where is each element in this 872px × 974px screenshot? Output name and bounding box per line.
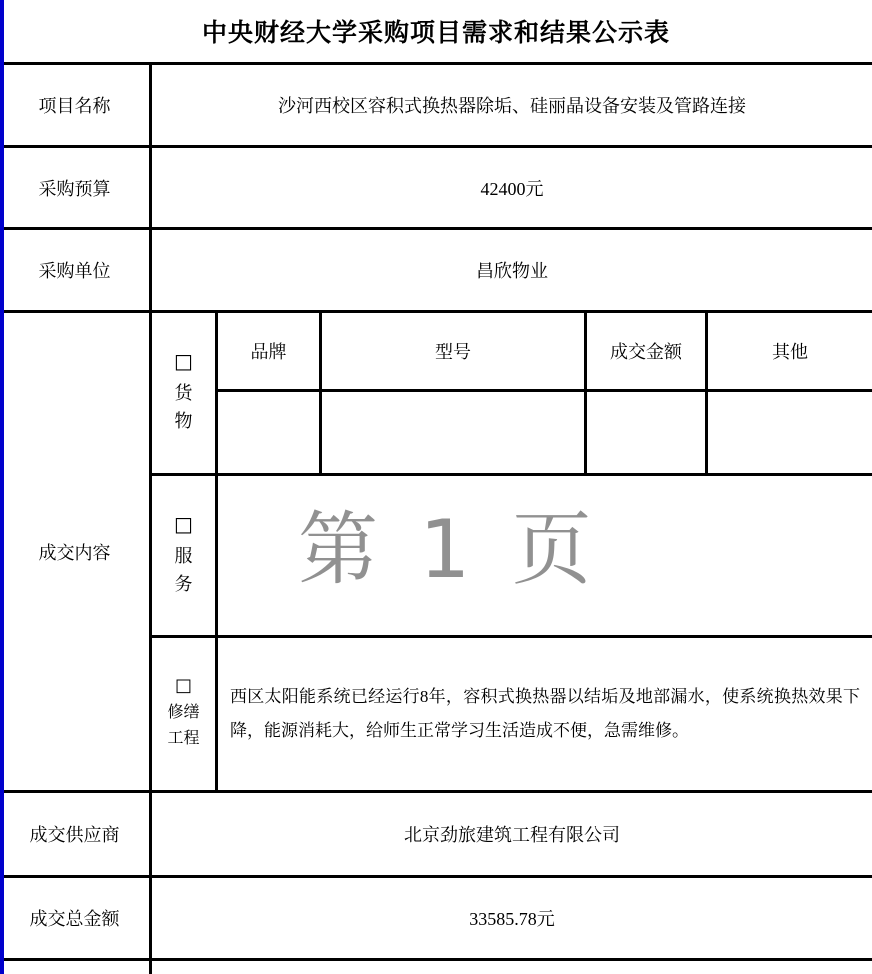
column-header-deal-amount: 成交金额 [587,313,708,389]
partial-row-label-cell [0,961,152,974]
goods-model-value [322,392,587,473]
goods-header-row [218,313,872,392]
column-header-model: 型号 [322,313,587,389]
goods-data-row [218,392,872,473]
project-name-label: 项目名称 [0,65,152,145]
deal-content-label: 成交内容 [0,313,152,790]
page-number-watermark: 第 1 页 [298,503,600,596]
table-row-supplier [0,793,872,878]
renovation-checkbox-cell [152,638,218,790]
page-title: 中央财经大学采购项目需求和结果公示表 [201,20,670,47]
column-header-other: 其他 [772,342,808,362]
renovation-description: 西区太阳能系统已经运行8年，容积式换热器以结垢及地部漏水，使系统换热效果下降，能源消耗大，给师生正常学习生活造成不便，急需维修。 [230,687,860,740]
checkbox-icon: □ [174,349,193,373]
purchasing-unit-label: 采购单位 [0,230,152,310]
table-row-partial [0,961,872,974]
budget-value: 42400元 [480,178,544,199]
supplier-value: 北京劲旅建筑工程有限公司 [404,825,620,845]
goods-table [218,313,872,473]
checkbox-icon: □ [174,511,193,536]
checkbox-icon: □ [174,674,192,696]
renovation-content-cell [218,638,872,790]
service-content-cell [218,476,872,635]
goods-other-value [708,392,872,473]
table-row-project-name [0,65,872,148]
deal-content-body [152,313,872,790]
title-bar [0,0,872,62]
service-label-line: 务 [174,573,193,594]
left-edge-line [0,0,4,974]
table-row-deal-content [0,313,872,793]
budget-label: 采购预算 [0,148,152,227]
goods-brand-value [218,392,322,473]
renovation-sub-row [152,638,872,790]
table-row-total-amount [0,878,872,961]
goods-label-line: 物 [174,411,193,431]
renovation-label-line: 修缮 [167,703,200,721]
table-row-purchasing-unit [0,230,872,313]
renovation-label-line: 工程 [167,729,200,747]
service-sub-row [152,476,872,638]
partial-row-value-cell [152,961,872,974]
goods-sub-row [152,313,872,476]
service-checkbox-cell [152,476,218,635]
purchasing-unit-value: 昌欣物业 [476,261,548,281]
total-amount-label: 成交总金额 [0,878,152,958]
table-row-budget [0,148,872,230]
goods-amount-value [587,392,708,473]
column-header-brand: 品牌 [218,313,322,389]
project-name-value: 沙河西校区容积式换热器除垢、硅丽晶设备安装及管路连接 [278,96,746,116]
total-amount-value: 33585.78元 [469,909,555,929]
supplier-label: 成交供应商 [0,793,152,875]
goods-checkbox-cell [152,313,218,473]
goods-label-line: 货 [174,383,193,403]
service-label-line: 服 [174,545,193,566]
procurement-table [0,62,872,974]
